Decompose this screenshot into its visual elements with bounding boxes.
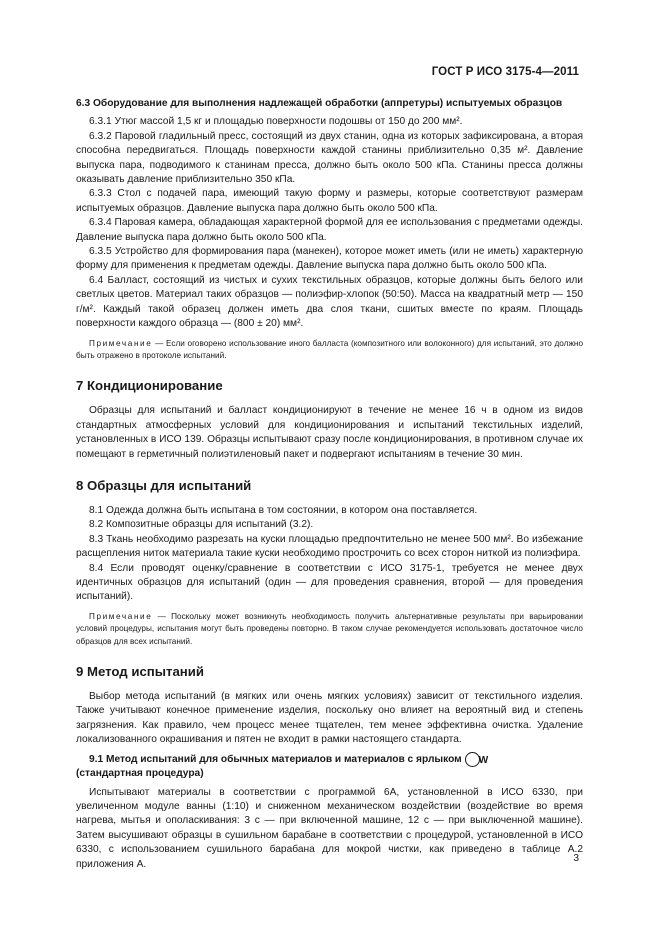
note-specimens — [76, 611, 583, 648]
paragraph-6-3-5: 6.3.5 Устройство для формирования пара (манекен), которое может иметь (или не иметь) характерную форму для применения к предметам одежды. Давление выпуска пара должно быть около 500 кПа. — [76, 246, 583, 272]
paragraph-6-3-2: 6.3.2 Паровой гладильный пресс, состоящий из двух станин, одна из которых зафиксирована, а вторая способна передвигаться. Площадь поверхности каждой станины приблизительно 0,35 м². Давление выпуска пара, подводимого к станинам пресса, должно быть около 500 кПа. Станины пресса должны оказывать давление приблизительно 350 кПа. — [76, 130, 583, 186]
note-text: — Если оговорено использование иного балласта (композитного или волоконного) для испытаний, это должно быть отражено в протоколе испытаний. — [76, 338, 583, 360]
paragraph-8-1: 8.1 Одежда должна быть испытана в том состоянии, в котором она поставляется. — [89, 504, 478, 516]
note-ballast — [76, 338, 583, 363]
document-header: ГОСТ Р ИСО 3175-4—2011 — [431, 66, 579, 78]
section-6-3-heading: 6.3 Оборудование для выполнения надлежащей обработки (аппретуры) испытуемых образцов — [76, 98, 563, 109]
section-9-1-subtitle: (стандартная процедура) — [76, 768, 204, 780]
page-number: 3 — [573, 853, 579, 864]
paragraph-8-3: 8.3 Ткань необходимо разрезать на куски площадью предпочтительно не менее 500 мм². Во избежание расщепления ниток материала такие куски необходимо прострочить со всех сторон ниткой из полиэфира. — [76, 533, 583, 560]
section-8-heading: 8 Образцы для испытаний — [76, 477, 252, 493]
paragraph-9: Выбор метода испытаний (в мягких или очень мягких условиях) зависит от текстильного изделия. Также учитывают конечное применение изделия, поскольку оно влияет на вероятный вид и степень загрязнения. Как правило, чем процесс менее тщателен, тем менее эффективна очистка. Удаление локализованного окрашивания и пятен не входит в рамки настоящего стандарта. — [76, 691, 583, 746]
paragraph-8-4: 8.4 Если проводят оценку/сравнение в соответствии с ИСО 3175-1, требуется не менее двух идентичных образцов для испытаний (один — для проведения сравнения, второй — для проведения испытаний). — [76, 562, 583, 603]
section-7-heading: 7 Кондиционирование — [76, 378, 223, 394]
note-label: Примечание — [89, 611, 153, 621]
paragraph-6-4: 6.4 Балласт, состоящий из чистых и сухих текстильных образцов, которые должны быть белого или светлых цветов. Материал таких образцов — полиэфир-хлопок (50:50). Масса на квадратный метр — 150 г/м². Каждый такой образец должен иметь два слоя ткани, сшитых вместе по краям. Площадь поверхности каждого образца — (800 ± 20) мм². — [76, 274, 583, 330]
paragraph-9-1: Испытывают материалы в соответствии с программой 6А, установленной в ИСО 6330, при увеличенном модуле ванны (1:10) и сниженном механическом воздействии (воздействие во время нагрева, мытья и ополаскивания: 3 с — при включенной машине, 12 с — при выключенной машине). Затем высушивают образцы в сушильном барабане в соответствии с процедурой, установленной в ИСО 6330, с использованием сушильного барабана для мокрой чистки, как приведено в таблице А.2 приложения А. — [76, 786, 583, 870]
wet-clean-care-icon: W — [465, 752, 480, 767]
document-body — [76, 97, 583, 872]
section-9-1-title: 9.1 Метод испытаний для обычных материалов и материалов с ярлыком — [89, 753, 462, 765]
note-text: — Поскольку может возникнуть необходимость получить альтернативные результаты при варьировании условий процедуры, испытания могут быть проведены повторно. В таком случае рекомендуется использовать достаточное число образцов для всех испытаний. — [76, 611, 583, 646]
paragraph-7: Образцы для испытаний и балласт кондиционируют в течение не менее 16 ч в одном из видов стандартных атмосферных условий для кондиционирования и испытаний текстильных изделий, установленных в ИСО 139. Образцы испытывают сразу после кондиционирования, в противном случае их помещают в герметичный полиэтиленовый пакет и подвергают испытаниям в течение 30 мин. — [76, 405, 583, 460]
note-label: Примечание — [89, 338, 153, 348]
paragraph-6-3-4: 6.3.4 Паровая камера, обладающая характерной формой для ее использования с предметами одежды. Давление выпуска пара должно быть около 500 кПа. — [76, 217, 583, 243]
paragraph-6-3-3: 6.3.3 Стол с подачей пара, имеющий такую форму и размеры, которые соответствуют размерам испытуемых образцов. Давление выпуска пара должно быть около 500 кПа. — [76, 188, 583, 214]
section-9-heading: 9 Метод испытаний — [76, 664, 204, 679]
paragraph-8-2: 8.2 Композитные образцы для испытаний (3.2). — [89, 519, 314, 531]
paragraph-6-3-1: 6.3.1 Утюг массой 1,5 кг и площадью поверхности подошвы от 150 до 200 мм². — [89, 116, 463, 128]
section-9-1-heading — [76, 752, 583, 768]
